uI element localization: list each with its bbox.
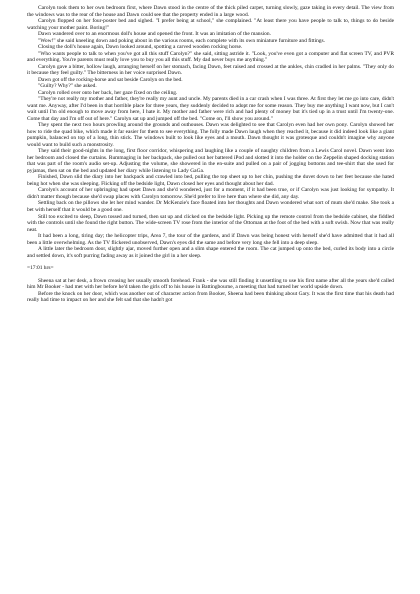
paragraph: Carolyn gave a bitter, hollow laugh, arranging herself on her stomach, facing Dawn, feet raised and crossed at the ankles, chin cradled in her palms. "They only do it because they feel guilty." The bitterness in her voice surprised Dawn.	[27, 63, 394, 77]
paragraph: Dawn wandered over to an enormous doll's house and opened the front. It was an imitation of the mansion.	[38, 31, 271, 38]
paragraph: Dawn got off the rocking-horse and sat beside Carolyn on the bed.	[38, 76, 183, 83]
paragraph: Finished, Dawn slid the diary into her backpack and crawled into bed, pulling the top sheet up to her chin, pushing the duvet down to her feet because she hated being hot when she was sleeping. Flicking off the bedside light, Dawn closed her eyes and thought about her dad.	[27, 174, 394, 187]
paragraph: Carolyn rolled over onto her back, her gaze fixed on the ceiling.	[38, 89, 178, 96]
paragraph: They said their good-nights in the long, first floor corridor, whispering and laughing like a couple of naughty children from a Lewis Carol novel. Dawn went into her bedroom and closed the curtains. Rummaging in her backpack, she pulled out her battered iPod and slotted it into the holder on the Zeppelin shaped docking station that was part of the room's audio set-up. Adjusting the volume, she showered in the en-suite and pulled on a pair of jogging bottoms and tee-shirt that she used for pyjamas, then sat on the bed and updated her diary while listening to Lady GaGa.	[27, 148, 394, 174]
paragraph: Carolyn's account of her upbringing had upset Dawn and she'd wondered, just for a moment, if it had been true, or if Carolyn was just looking for sympathy. It didn't matter though because she'd swap places with Carolyn tomorrow. She'd prefer to live here than where she did, any day.	[27, 187, 394, 200]
paragraph: Settling back on the pillows she let her mind wander. Dr McKenzie's face floated into her thoughts and Dawn wondered what sort of mum she'd make. She took a bet with herself that it would be a good one.	[27, 200, 394, 213]
paragraph: It had been a long, tiring day; the helicopter trips, Area 7, the tour of the gardens, and if Dawn was being honest with herself she'd have admitted that it had all been a little overwhelming. As the TV flickered unobserved, Dawn's eyes did the same and before very long she fell into a deep sleep.	[27, 233, 394, 246]
paragraph: A little later the bedroom door, slightly ajar, moved further open and a slim shape entered the room. The cat jumped up onto the bed, curled its body into a circle and settled down, it's soft purring fading away as it joined the girl in a her sleep.	[27, 246, 394, 259]
paragraph: Closing the doll's house again, Dawn looked around, spotting a carved wooden rocking horse.	[38, 44, 243, 51]
paragraph: Carolyn took them to her own bedroom first, where Dawn stood in the centre of the thick piled carpet, turning slowly, gaze taking in every detail. The view from the windows was to the rear of the house and Dawn could see that the property ended in a large wood.	[27, 5, 394, 18]
paragraph: "Wow!" she said kneeling down and poking about in the various rooms, each complete with its own miniature furniture and fittings.	[38, 37, 325, 44]
paragraph: Before the knock on her door, which was another out of character action from Booker, Sheena had been thinking about Gary. It was the first time that his death had really had time to impact on her and she felt sad that she hadn't got	[27, 290, 394, 304]
section-timestamp: =17:01 hrs=	[27, 265, 54, 272]
paragraph: Carolyn flopped on her four-poster bed and sighed. "I prefer being at school," she complained. "At least there you have people to talk to, things to do beside watching your mother paint. Boring!"	[27, 18, 394, 31]
paragraph: "They're not really my mother and father, they're really my aunt and uncle. My parents died in a car crash when I was three. At first they let me go into care, didn't want me. Anyway, after I'd been in that horrible place for three years, they suddenly decided to adopt me for some reason. They buy me anything I want now, but I can't wait until I'm old enough to move away from here, I hate it. My mother and father were rich and had plenty of money but it's tied up in a trust until I'm twenty-one. Come that day and I'm off out of here." Carolyn sat up and jumped off the bed. "Come on, I'll show you around."	[27, 96, 394, 122]
paragraph: Sheena sat at her desk, a frown creasing her usually smooth forehead. Frank - she was still finding it unsettling to use his first name after all the years she'd called him Mr Booker - had met with her before he'd taken the girls off to his house in Battingbourne, a meeting that had turned her world upside down.	[27, 277, 394, 291]
paragraph: "Who wants people to talk to when you've got all this stuff Carolyn?" she said, sitting astride it. "Look, you've even got a computer and flat screen TV, and PVR and everything. You're parents must really love you to buy you all this stuff. My dad never buys me anything."	[27, 50, 394, 64]
paragraph: They spent the next two hours prowling around the grounds and outhouses. Dawn was delighted to see that Carolyn even had her own pony. Carolyn showed her how to ride the quad bike, which made it far easier for them to see everything. The folly made Dawn laugh when they reached it, because it did indeed look like a giant pumpkin, balanced on top of a long, thin stick. The windows built to look like eyes and a mouth. Dawn thought it was grotesque and couldn't imagine why anyone would want to build such a monstrosity.	[27, 122, 394, 148]
paragraph: Still too excited to sleep, Dawn tossed and turned, then sat up and clicked on the bedside light. Picking up the remote control from the bedside cabinet, she fiddled with the controls until she found the right button. The wide-screen TV rose from the interior of the Ottoman at the foot of the bed with a soft swish. Now that was really neat.	[27, 213, 394, 233]
paragraph: "Guilty? Why?" she asked.	[38, 83, 97, 90]
